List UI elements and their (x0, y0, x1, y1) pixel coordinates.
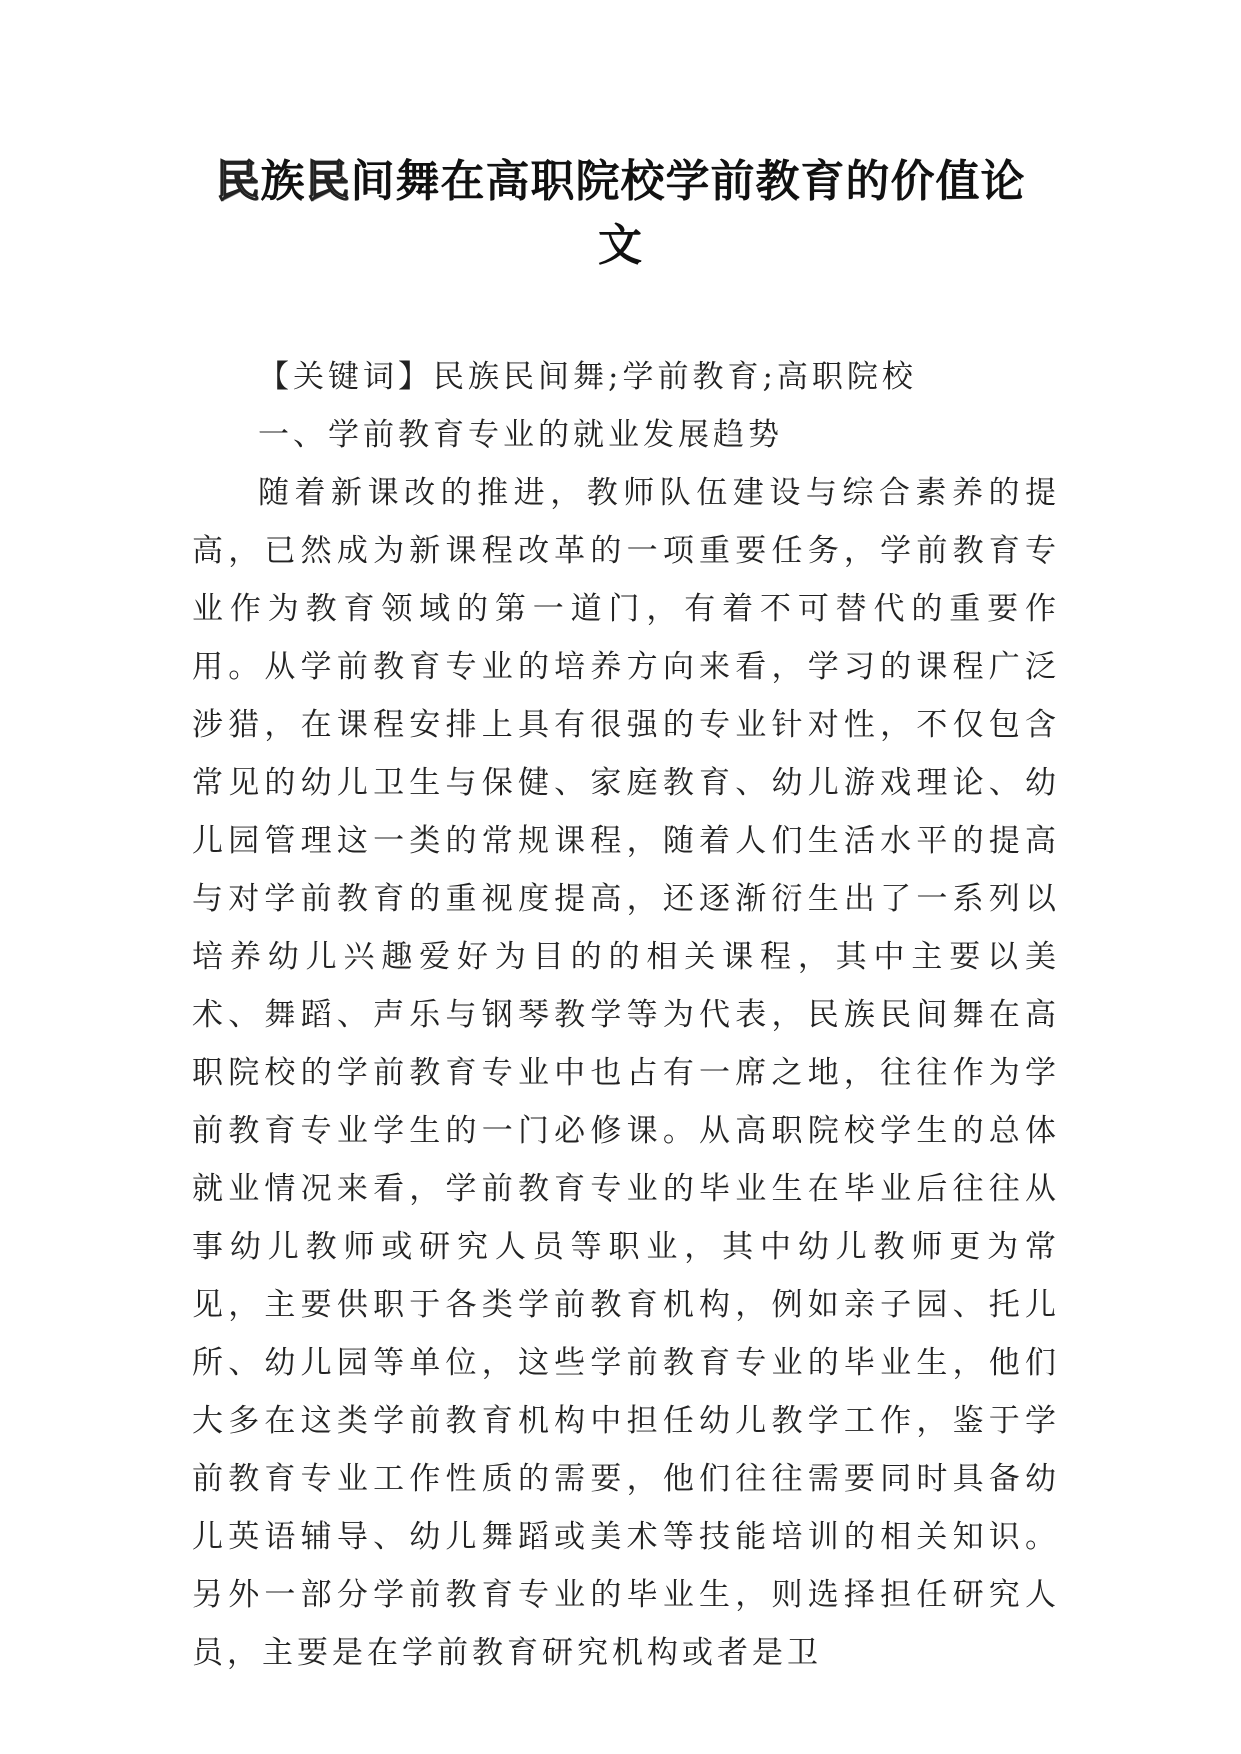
title-text: 族 (260, 156, 306, 207)
title-hollow-char: 民 (215, 156, 261, 207)
keywords-line: 【关键词】民族民间舞;学前教育;高职院校 (258, 359, 917, 395)
title-line-2: 文 (598, 220, 643, 271)
title-text: 间舞在高职院校学前教育的价值论 (350, 156, 1026, 207)
body-paragraph: 随着新课改的推进，教师队伍建设与综合素养的提高，已然成为新课程改革的一项重要任务，学前教育专业作为教育领域的第一道门，有着不可替代的重要作用。从学前教育专业的培养方向来看，学习的课程广泛涉猎，在课程安排上具有很强的专业针对性，不仅包含常见的幼儿卫生与保健、家庭教育、幼儿游戏理论、幼儿园管理这一类的常规课程，随着人们生活水平的提高与对学前教育的重视度提高，还逐渐衍生出了一系列以培养幼儿兴趣爱好为目的的相关课程，其中主要以美术、舞蹈、声乐与钢琴教学等为代表，民族民间舞在高职院校的学前教育专业中也占有一席之地，往往作为学前教育专业学生的一门必修课。从高职院校学生的总体就业情况来看，学前教育专业的毕业生在毕业后往往从事幼儿教师或研究人员等职业，其中幼儿教师更为常见，主要供职于各类学前教育机构，例如亲子园、托儿所、幼儿园等单位，这些学前教育专业的毕业生，他们大多在这类学前教育机构中担任幼儿教学工作，鉴于学前教育专业工作性质的需要，他们往往需要同时具备幼儿英语辅导、幼儿舞蹈或美术等技能培训的相关知识。另外一部分学前教育专业的毕业生，则选择担任研究人员，主要是在学前教育研究机构或者是卫 (192, 475, 1060, 1671)
title-hollow-char: 民 (305, 156, 351, 207)
document-body (192, 348, 1060, 1682)
document-title (200, 150, 1041, 278)
title-line-1 (200, 150, 1041, 214)
section-heading: 一、学前教育专业的就业发展趋势 (258, 417, 783, 453)
